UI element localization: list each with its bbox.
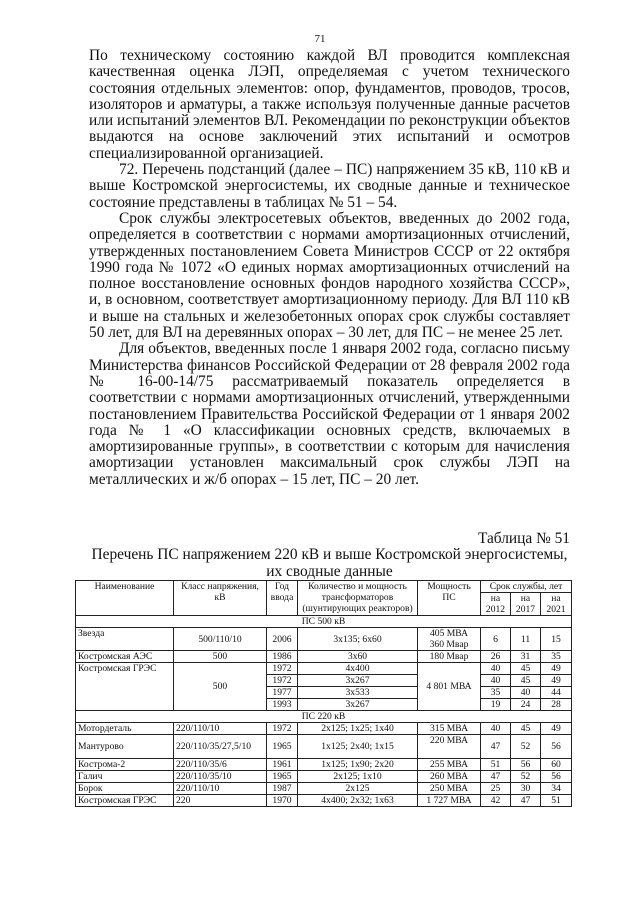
cell-2012: 19 (481, 699, 511, 711)
table-row (76, 651, 572, 663)
cell-2017: 24 (511, 699, 541, 711)
cell-2021: 35 (541, 651, 572, 663)
cell-name: Галич (76, 771, 174, 783)
cell-2021: 56 (541, 735, 572, 759)
section-row-220 (76, 711, 572, 723)
cell-2012: 42 (481, 795, 511, 807)
cell-2012: 40 (481, 663, 511, 675)
cell-2012: 26 (481, 651, 511, 663)
table-row (76, 783, 572, 795)
cell-voltage: 220/110/35/6 (174, 759, 267, 771)
cell-2012: 35 (481, 687, 511, 699)
table-row (76, 723, 572, 735)
cell-year: 1965 (267, 771, 298, 783)
cell-2012: 40 (481, 723, 511, 735)
cell-2017: 40 (511, 687, 541, 699)
cell-transformers: 3x60 (298, 651, 418, 663)
page-number: 71 (314, 33, 326, 45)
cell-2012: 6 (481, 628, 511, 651)
cell-2021: 49 (541, 663, 572, 675)
section-220-label: ПС 220 кВ (76, 711, 572, 723)
cell-power: 220 МВА (418, 735, 481, 759)
header-2012: на 2012 (481, 593, 511, 616)
header-2021: на 2021 (541, 593, 572, 616)
cell-name: Мотордеталь (76, 723, 174, 735)
cell-transformers: 4x400; 2x32; 1x63 (298, 795, 418, 807)
cell-year: 2006 (267, 628, 298, 651)
cell-transformers: 3x533 (298, 687, 418, 699)
body-text (89, 48, 570, 488)
cell-year: 1972 (267, 663, 298, 675)
cell-transformers: 3x267 (298, 699, 418, 711)
cell-power: 255 МВА (418, 759, 481, 771)
cell-2017: 45 (511, 675, 541, 687)
cell-name: Костромская АЭС (76, 651, 174, 663)
cell-voltage: 500 (174, 663, 267, 711)
cell-2017: 52 (511, 771, 541, 783)
table-row (76, 771, 572, 783)
cell-year: 1972 (267, 675, 298, 687)
header-transformers: Количество и мощность трансформаторов (шунтирующих реакторов) (298, 581, 418, 616)
cell-2021: 44 (541, 687, 572, 699)
cell-year: 1965 (267, 735, 298, 759)
cell-name: Звезда (76, 628, 174, 651)
cell-power (418, 628, 481, 651)
cell-2017: 52 (511, 735, 541, 759)
cell-power: 4 801 МВА (418, 663, 481, 711)
cell-transformers: 3x135; 6x60 (298, 628, 418, 651)
section-row-500 (76, 616, 572, 628)
cell-voltage: 220/110/10 (174, 723, 267, 735)
cell-transformers: 4x400 (298, 663, 418, 675)
cell-name: Костромская ГРЭС (76, 663, 174, 711)
cell-2012: 51 (481, 759, 511, 771)
cell-2021: 51 (541, 795, 572, 807)
cell-year: 1961 (267, 759, 298, 771)
cell-power: 315 МВА (418, 723, 481, 735)
cell-2017: 31 (511, 651, 541, 663)
cell-2012: 40 (481, 675, 511, 687)
header-year: Год ввода (267, 581, 298, 616)
cell-name: Костромская ГРЭС (76, 795, 174, 807)
cell-voltage: 220/110/10 (174, 783, 267, 795)
table-caption (89, 531, 570, 580)
cell-transformers: 3x267 (298, 675, 418, 687)
cell-year: 1970 (267, 795, 298, 807)
cell-2017: 47 (511, 795, 541, 807)
substations-table (75, 580, 572, 807)
cell-voltage: 220/110/35/10 (174, 771, 267, 783)
table-row (76, 735, 572, 759)
cell-2017: 56 (511, 759, 541, 771)
cell-transformers: 2x125; 1x10 (298, 771, 418, 783)
table-row (76, 628, 572, 651)
cell-power-line-1: 405 МВА (429, 628, 469, 639)
section-500-label: ПС 500 кВ (76, 616, 572, 628)
cell-voltage: 500 (174, 651, 267, 663)
table-row (76, 663, 572, 675)
header-service-life: Срок службы, лет (481, 581, 572, 593)
table-title: Перечень ПС напряжением 220 кВ и выше Костромской энергосистемы, их сводные данные (91, 546, 568, 580)
cell-transformers: 2x125 (298, 783, 418, 795)
cell-name: Мантурово (76, 735, 174, 759)
cell-power: 1 727 МВА (418, 795, 481, 807)
header-voltage: Класс напряжения, кВ (174, 581, 267, 616)
cell-2021: 28 (541, 699, 572, 711)
cell-power: 250 МВА (418, 783, 481, 795)
cell-voltage: 220/110/35/27,5/10 (174, 735, 267, 759)
cell-2021: 49 (541, 675, 572, 687)
header-2017: на 2017 (511, 593, 541, 616)
table-header-row (76, 581, 572, 593)
cell-2017: 45 (511, 723, 541, 735)
cell-transformers: 1x125; 2x40; 1x15 (298, 735, 418, 759)
cell-2021: 56 (541, 771, 572, 783)
cell-2017: 45 (511, 663, 541, 675)
cell-power: 180 Мвар (418, 651, 481, 663)
cell-year: 1972 (267, 723, 298, 735)
cell-transformers: 1x125; 1x90; 2x20 (298, 759, 418, 771)
cell-power-line-2: 360 Мвар (429, 639, 469, 650)
cell-2012: 25 (481, 783, 511, 795)
header-name: Наименование (76, 581, 174, 616)
cell-year: 1986 (267, 651, 298, 663)
table-row (76, 759, 572, 771)
table-number: Таблица № 51 (477, 530, 570, 547)
cell-2021: 15 (541, 628, 572, 651)
cell-year: 1993 (267, 699, 298, 711)
cell-year: 1977 (267, 687, 298, 699)
cell-2012: 47 (481, 771, 511, 783)
cell-power: 260 МВА (418, 771, 481, 783)
cell-2021: 49 (541, 723, 572, 735)
cell-2017: 30 (511, 783, 541, 795)
paragraph-service-life-before-2002: Срок службы электросетевых объектов, введенных до 2002 года, определяется в соответствии с нормами амортизационных отчислений, утвержденных постановлением Совета Министров СССР от 22 октября 1990 года № 1072 «О единых нормах амортизационных отчислений на полное восстановление основных фондов народного хозяйства СССР», и, в основном, соответствует амортизационному периоду. Для ВЛ 110 кВ и выше на стальных и железобетонных опорах срок службы составляет 50 лет, для ВЛ на деревянных опорах – 30 лет, для ПС – не менее 25 лет. (89, 209, 570, 342)
paragraph-substations-list: 72. Перечень подстанций (далее – ПС) напряжением 35 кВ, 110 кВ и выше Костромской энергосистемы, их сводные данные и техническое состояние представлены в таблицах № 51 – 54. (89, 161, 570, 211)
cell-voltage: 500/110/10 (174, 628, 267, 651)
cell-name: Борок (76, 783, 174, 795)
cell-voltage: 220 (174, 795, 267, 807)
cell-2021: 60 (541, 759, 572, 771)
cell-2017: 11 (511, 628, 541, 651)
table-row (76, 795, 572, 807)
cell-year: 1987 (267, 783, 298, 795)
cell-name: Кострома-2 (76, 759, 174, 771)
cell-2012: 47 (481, 735, 511, 759)
cell-transformers: 2x125; 1x25; 1x40 (298, 723, 418, 735)
paragraph-service-life-after-2002: Для объектов, введенных после 1 января 2002 года, согласно письму Министерства финансов Российской Федерации от 28 февраля 2002 года № 16-00-14/75 рассматриваемый показатель определяется в соответствии с нормами амортизационных отчислений, утвержденными постановлением Правительства Российской Федерации от 1 января 2002 года № 1 «О классификации основных средств, включаемых в амортизированные группы», в соответствии с которым для начисления амортизации установлен максимальный срок службы ЛЭП на металлических и ж/б опорах – 15 лет, ПС – 20 лет. (89, 340, 570, 488)
cell-2021: 34 (541, 783, 572, 795)
paragraph-condition-assessment: По техническому состоянию каждой ВЛ проводится комплексная качественная оценка ЛЭП, определяемая с учетом технического состояния отдельных элементов: опор, фундаментов, проводов, тросов, изоляторов и арматуры, а также используя полученные данные расчетов или испытаний элементов ВЛ. Рекомендации по реконструкции объектов выдаются на основе заключений этих испытаний и осмотров специализированной организацией. (89, 47, 570, 162)
header-power: Мощность ПС (418, 581, 481, 616)
